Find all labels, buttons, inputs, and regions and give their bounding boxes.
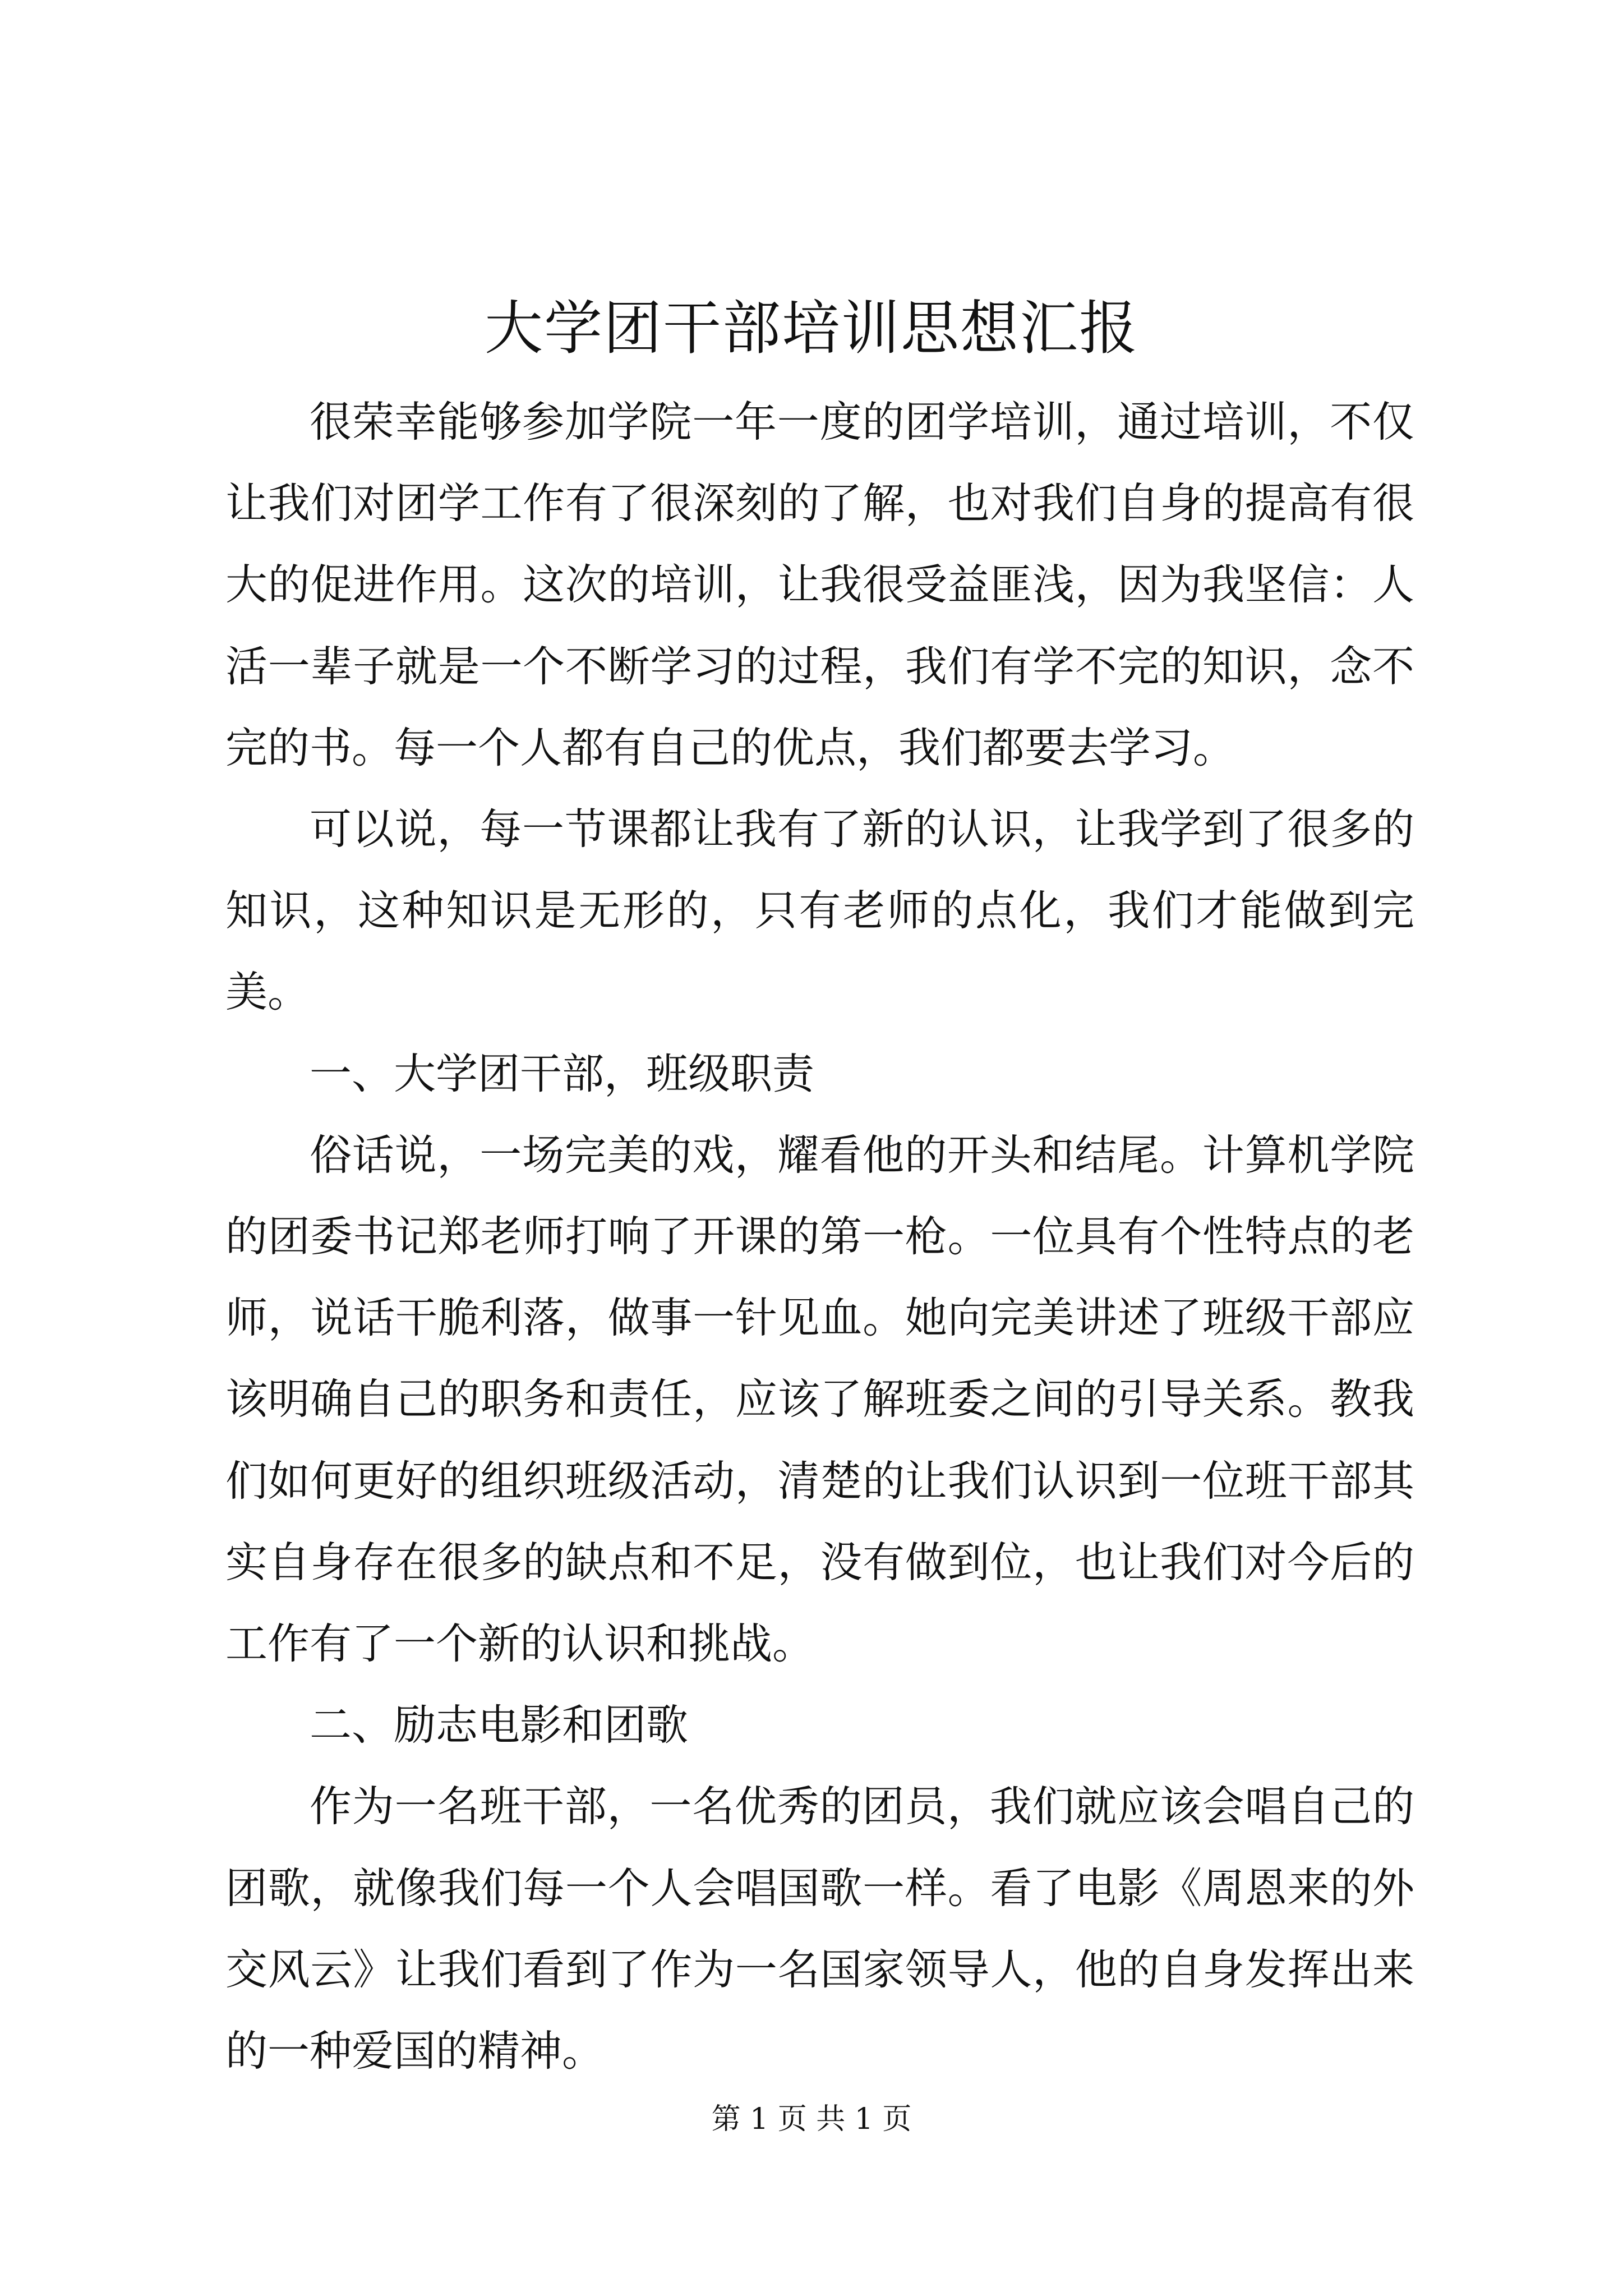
paragraph-section-2: 作为一名班干部，一名优秀的团员，我们就应该会唱自己的团歌，就像我们每一个人会唱国歌一样。看了电影《周恩来的外交风云》让我们看到了作为一名国家领导人，他的自身发挥出来的一种爱国的精神。 [225, 1782, 1414, 2076]
section-heading-2: 二、励志电影和团歌 [310, 1700, 689, 1750]
paragraph-intro: 很荣幸能够参加学院一年一度的团学培训，通过培训，不仅让我们对团学工作有了很深刻的了解，也对我们自身的提高有很大的促进作用。这次的培训，让我很受益匪浅，因为我坚信：人活一辈子就是一个不断学习的过程，我们有学不完的知识，念不完的书。每一个人都有自己的优点，我们都要去学习。 [225, 397, 1414, 772]
page-number-footer: 第 1 页 共 1 页 [711, 2102, 912, 2136]
document-title: 大学团干部培训思想汇报 [484, 294, 1138, 362]
paragraph-section-1: 俗话说，一场完美的戏，耀看他的开头和结尾。计算机学院的团委书记郑老师打响了开课的第一枪。一位具有个性特点的老师，说话干脆利落，做事一针见血。她向完美讲述了班级干部应该明确自己的职务和责任，应该了解班委之间的引导关系。教我们如何更好的组织班级活动，清楚的让我们认识到一位班干部其实自身存在很多的缺点和不足，没有做到位，也让我们对今后的工作有了一个新的认识和挑战。 [225, 1130, 1414, 1669]
section-heading-1: 一、大学团干部，班级职责 [310, 1048, 815, 1098]
paragraph-knowledge: 可以说，每一节课都让我有了新的认识，让我学到了很多的知识，这种知识是无形的，只有老师的点化，我们才能做到完美。 [225, 804, 1414, 1017]
document-body [225, 381, 1414, 2092]
